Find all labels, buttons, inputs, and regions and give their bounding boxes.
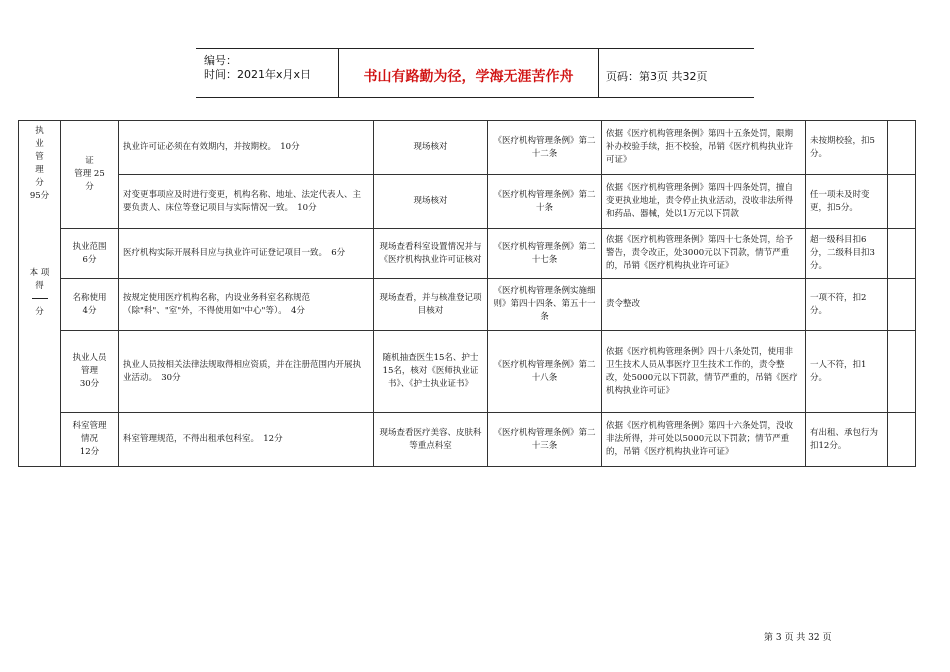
item-cell: [61, 413, 119, 467]
penalty-cell: 依据《医疗机构管理条例》第四十四条处罚，擅自变更执业地址，责令停止执业活动，没收非法所得和药品、器械，处以1万元以下罚款: [602, 175, 806, 229]
basis-cell: 《医疗机构管理条例实施细则》第四十四条、第五十一条: [488, 279, 602, 331]
item-line: 4分: [82, 305, 97, 316]
table-row: [19, 413, 916, 467]
item-cell: [61, 279, 119, 331]
item-line: 证: [85, 156, 94, 166]
requirement-cell: 对变更事项应及时进行变更，机构名称、地址、法定代表人、主要负责人、床位等登记项目与实际情况一致。 10分: [119, 175, 374, 229]
blank-line: [32, 298, 48, 299]
item-line: 名称使用: [72, 292, 107, 303]
item-cell: [61, 229, 119, 279]
item-cell: [61, 331, 119, 413]
method-cell: 现场查看医疗美容、皮肤科等重点科室: [374, 413, 488, 467]
item-line: 12分: [79, 447, 100, 457]
requirement-cell: 执业人员按相关法律法规取得相应资质，并在注册范围内开展执业活动。 30分: [119, 331, 374, 413]
category-char: 理: [35, 165, 44, 175]
item-line: 6分: [82, 254, 97, 265]
item-line: 分: [85, 182, 94, 192]
table-row: [19, 331, 916, 413]
score-blank-cell: [888, 413, 916, 467]
basis-cell: 《医疗机构管理条例》第二十三条: [488, 413, 602, 467]
requirement-cell: 科室管理规范，不得出租承包科室。 12分: [119, 413, 374, 467]
basis-cell: 《医疗机构管理条例》第二十二条: [488, 121, 602, 175]
item-line: 科室管理: [72, 421, 107, 431]
header-motto: 书山有路勤为径，学海无涯苦作舟: [363, 69, 574, 85]
scoring-cell: 未按期校验，扣5分。: [806, 121, 888, 175]
category-subtotal-suffix: 分: [35, 307, 44, 317]
table-row: [19, 121, 916, 175]
basis-cell: 《医疗机构管理条例》第二十条: [488, 175, 602, 229]
requirement-cell: 执业许可证必须在有效期内，并按期校。 10分: [119, 121, 374, 175]
method-cell: 现场查看，并与核准登记项目核对: [374, 279, 488, 331]
category-char: 管: [35, 152, 44, 162]
item-line: 管理: [80, 366, 98, 376]
method-cell: 现场查看科室设置情况并与《医疗机构执业许可证核对: [374, 229, 488, 279]
table-row: [19, 175, 916, 229]
doc-number-label: 编号：: [204, 54, 237, 67]
requirement-cell: 医疗机构实际开展科目应与执业许可证登记项目一致。 6分: [119, 229, 374, 279]
penalty-cell: 依据《医疗机构管理条例》第四十五条处罚，限期补办校验手续，拒不校验，吊销《医疗机构执业许可证》: [602, 121, 806, 175]
header-page-cell: [599, 49, 754, 97]
item-line: 30分: [79, 379, 100, 389]
penalty-cell: 依据《医疗机构管理条例》四十八条处罚，使用非卫生技术人员从事医疗卫生技术工作的，责令整改，处5000元以下罚款，情节严重的，吊销《医疗机构执业许可证》: [602, 331, 806, 413]
penalty-cell: 依据《医疗机构管理条例》第四十六条处罚，没收非法所得，并可处以5000元以下罚款；情节严重的，吊销《医疗机构执业许可证》: [602, 413, 806, 467]
item-cell: [61, 121, 119, 229]
table-row: [19, 279, 916, 331]
method-cell: 现场核对: [374, 121, 488, 175]
table-row: [19, 229, 916, 279]
score-blank-cell: [888, 175, 916, 229]
category-char: 分: [35, 178, 44, 188]
score-blank-cell: [888, 229, 916, 279]
scoring-cell: 有出租、承包行为扣12分。: [806, 413, 888, 467]
header-info-cell: [196, 49, 339, 97]
scoring-cell: 超一级科目扣6分，二级科目扣3分。: [806, 229, 888, 279]
category-subtotal-line2: 得: [35, 281, 44, 291]
scoring-cell: 任一项未及时变更，扣5分。: [806, 175, 888, 229]
method-cell: 随机抽查医生15名、护士15名，核对《医师执业证书》、《护士执业证书》: [374, 331, 488, 413]
category-char: 执: [35, 126, 44, 136]
score-blank-cell: [888, 121, 916, 175]
header-page-label: 页码：第3页 共32页: [606, 70, 708, 83]
page-footer: 第 3 页 共 32 页: [764, 633, 832, 643]
score-blank-cell: [888, 331, 916, 413]
item-line: 管理 25: [74, 169, 105, 179]
category-char: 业: [35, 139, 44, 149]
item-line: 执业范围: [72, 241, 107, 252]
category-subtotal-line1: 本 项: [29, 268, 50, 278]
basis-cell: 《医疗机构管理条例》第二十七条: [488, 229, 602, 279]
header-motto-cell: [339, 49, 599, 97]
item-line: 执业人员: [72, 353, 107, 363]
scoring-cell: 一人不符，扣1分。: [806, 331, 888, 413]
item-line: 情况: [80, 434, 98, 444]
inspection-table: [18, 120, 916, 467]
page-header: [196, 48, 754, 98]
requirement-cell: 按规定使用医疗机构名称，内设业务科室名称规范（除"科"、"室"外，不得使用如"中心"等）。 4分: [119, 279, 374, 331]
category-cell: [19, 121, 61, 467]
penalty-cell: 责令整改: [602, 279, 806, 331]
doc-time-label: 时间：2021年x月x日: [204, 68, 312, 81]
category-score: 95分: [29, 191, 50, 201]
method-cell: 现场核对: [374, 175, 488, 229]
penalty-cell: 依据《医疗机构管理条例》第四十七条处罚，给予警告，责令改正，处3000元以下罚款，情节严重的，吊销《医疗机构执业许可证》: [602, 229, 806, 279]
score-blank-cell: [888, 279, 916, 331]
basis-cell: 《医疗机构管理条例》第二十八条: [488, 331, 602, 413]
scoring-cell: 一项不符，扣2分。: [806, 279, 888, 331]
